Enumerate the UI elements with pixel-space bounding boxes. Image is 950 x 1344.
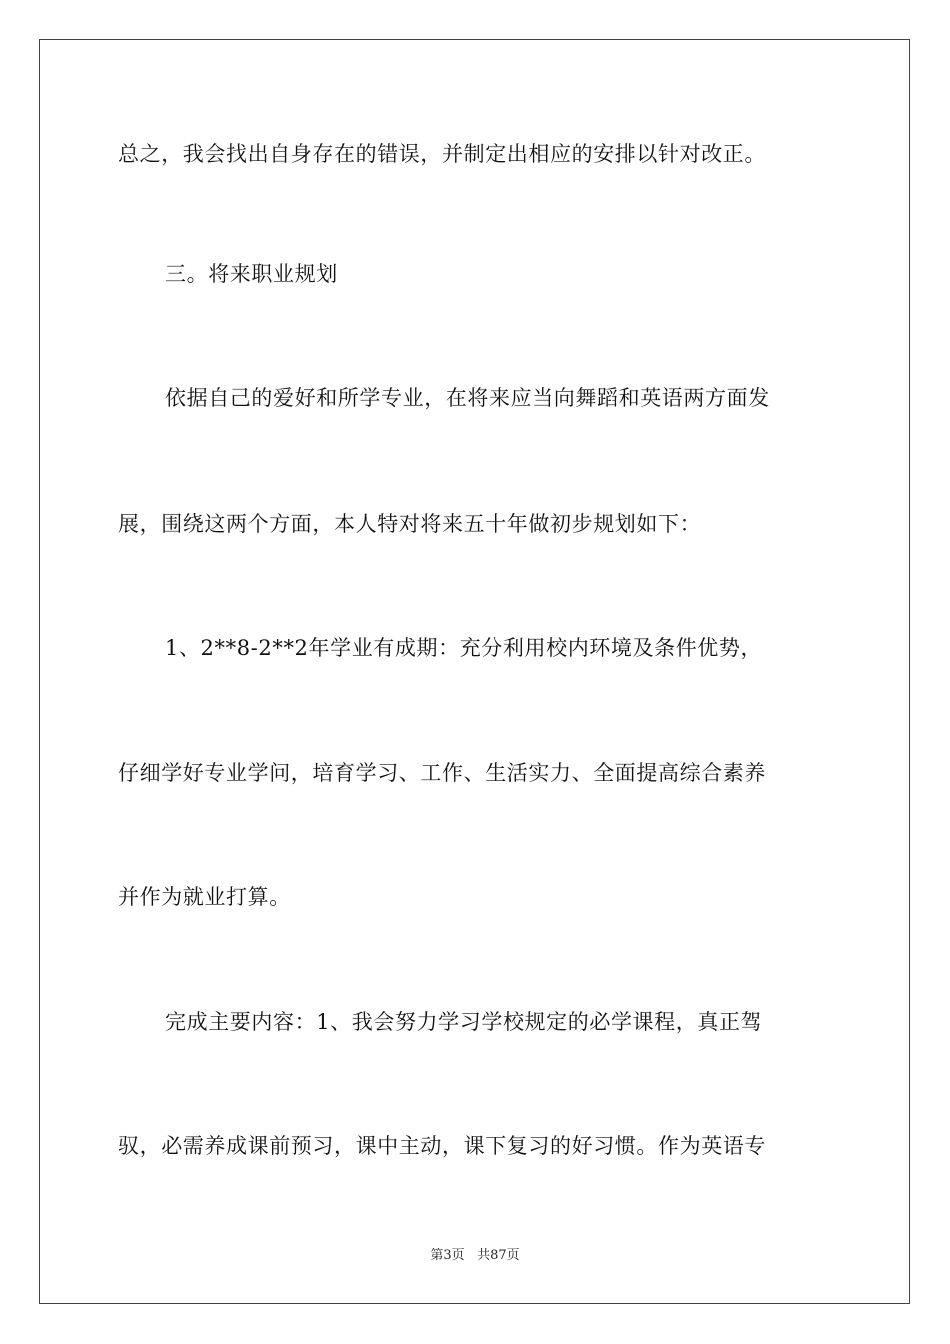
body-line-3: 依据自己的爱好和所学专业，在将来应当向舞蹈和英语两方面发 bbox=[165, 386, 770, 410]
body-line-1: 总之，我会找出自身存在的错误，并制定出相应的安排以针对改正。 bbox=[118, 142, 766, 166]
body-line-5: 1、2**8-2**2年学业有成期：充分利用校内环境及条件优势， bbox=[165, 636, 763, 660]
body-line-9: 驭，必需养成课前预习，课中主动，课下复习的好习惯。作为英语专 bbox=[118, 1134, 766, 1158]
section-heading: 三。将来职业规划 bbox=[165, 262, 338, 286]
body-line-7: 并作为就业打算。 bbox=[118, 885, 291, 909]
page-footer bbox=[0, 1247, 950, 1265]
body-line-4: 展，围绕这两个方面，本人特对将来五十年做初步规划如下： bbox=[118, 512, 702, 536]
page-number: 第3页 bbox=[430, 1248, 465, 1263]
body-line-8: 完成主要内容：1、我会努力学习学校规定的必学课程，真正驾 bbox=[165, 1010, 763, 1034]
page-border bbox=[39, 39, 910, 1304]
page-total: 共87页 bbox=[477, 1248, 520, 1263]
body-line-6: 仔细学好专业学问，培育学习、工作、生活实力、全面提高综合素养 bbox=[118, 761, 766, 785]
